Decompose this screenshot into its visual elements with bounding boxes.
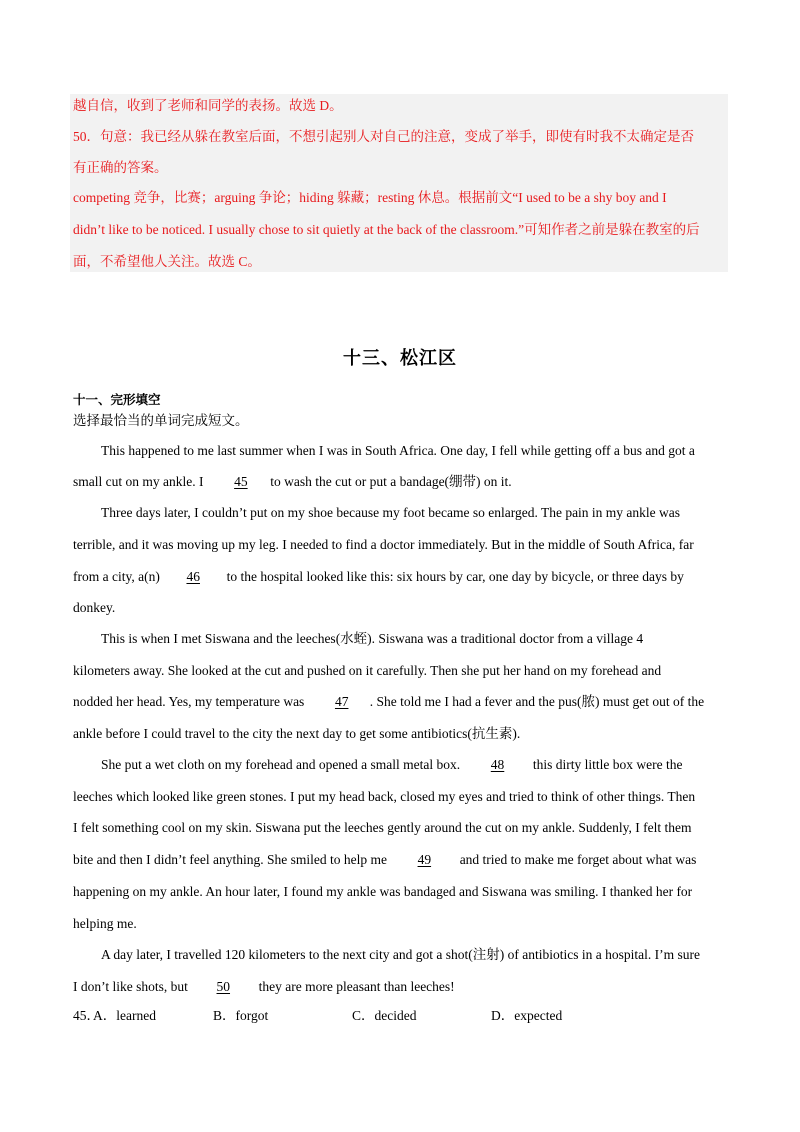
passage-line: A day later, I travelled 120 kilometers to the next city and got a shot(注射) of antibiotics in a hospital. I’m sure <box>101 947 700 962</box>
answer-explanation-box <box>70 94 728 272</box>
blank-45: 45 <box>234 474 248 489</box>
passage-line: I don’t like shots, but 50 they are more pleasant than leeches! <box>73 977 733 997</box>
passage-line: bite and then I didn’t feel anything. She smiled to help me 49 and tried to make me forget about what was <box>73 850 733 870</box>
passage-line: happening on my ankle. An hour later, I found my ankle was bandaged and Siswana was smiling. I thanked her for <box>73 884 693 899</box>
passage-line: ankle before I could travel to the city the next day to get some antibiotics(抗生素). <box>73 726 521 741</box>
passage-line: terrible, and it was moving up my leg. I needed to find a doctor immediately. But in the middle of South Africa, far <box>73 537 694 552</box>
answer-line: didn’t like to be noticed. I usually chose to sit quietly at the back of the classroom.”可知作者之前是躲在教室的后 <box>73 222 700 237</box>
passage-line: small cut on my ankle. I 45 to wash the cut or put a bandage(绷带) on it. <box>73 472 733 492</box>
passage-line: She put a wet cloth on my forehead and opened a small metal box. 48 this dirty little box were the <box>101 755 761 775</box>
passage-line: This is when I met Siswana and the leeches(水蛭). Siswana was a traditional doctor from a village 4 <box>101 631 644 646</box>
passage-line: helping me. <box>73 916 137 931</box>
passage-line: This happened to me last summer when I was in South Africa. One day, I fell while getting off a bus and got a <box>101 443 695 458</box>
option-c: C．decided <box>352 1008 417 1023</box>
passage-line: from a city, a(n) 46 to the hospital looked like this: six hours by car, one day by bicycle, or three days by <box>73 567 733 587</box>
answer-line: 面，不希望他人关注。故选 C。 <box>73 254 261 269</box>
option-b: B．forgot <box>213 1008 269 1023</box>
blank-48: 48 <box>490 757 505 772</box>
passage-line: nodded her head. Yes, my temperature was 47 . She told me I had a fever and the pus(脓) must get out of the <box>73 692 733 712</box>
blank-50: 50 <box>216 979 231 994</box>
blank-49: 49 <box>417 852 432 867</box>
passage-line: leeches which looked like green stones. I put my head back, closed my eyes and tried to think of other things. Then <box>73 789 696 804</box>
passage-line: donkey. <box>73 600 116 615</box>
question-number: 45． <box>73 1008 100 1023</box>
blank-46: 46 <box>186 569 200 584</box>
blank-47: 47 <box>334 694 349 709</box>
section-title: 十三、松江区 <box>343 348 457 368</box>
instruction: 选择最恰当的单词完成短文。 <box>73 413 249 428</box>
passage-line: kilometers away. She looked at the cut and pushed on it carefully. Then she put her hand on my forehead and <box>73 663 662 678</box>
answer-line: competing 竞争，比赛；arguing 争论；hiding 躲藏；resting 休息。根据前文“I used to be a shy boy and I <box>73 190 667 205</box>
passage-line: I felt something cool on my skin. Siswana put the leeches gently around the cut on my ankle. Suddenly, I felt them <box>73 820 692 835</box>
answer-line: 50．句意：我已经从躲在教室后面，不想引起别人对自己的注意，变成了举手，即使有时我不太确定是否 <box>73 129 694 144</box>
subsection-heading: 十一、完形填空 <box>73 392 161 407</box>
passage-line: Three days later, I couldn’t put on my shoe because my foot became so enlarged. The pain in my ankle was <box>101 505 681 520</box>
answer-line: 越自信，收到了老师和同学的表扬。故选 D。 <box>73 98 343 113</box>
option-d: D．expected <box>491 1008 563 1023</box>
answer-line: 有正确的答案。 <box>73 160 168 175</box>
option-a: A．learned <box>93 1008 156 1023</box>
